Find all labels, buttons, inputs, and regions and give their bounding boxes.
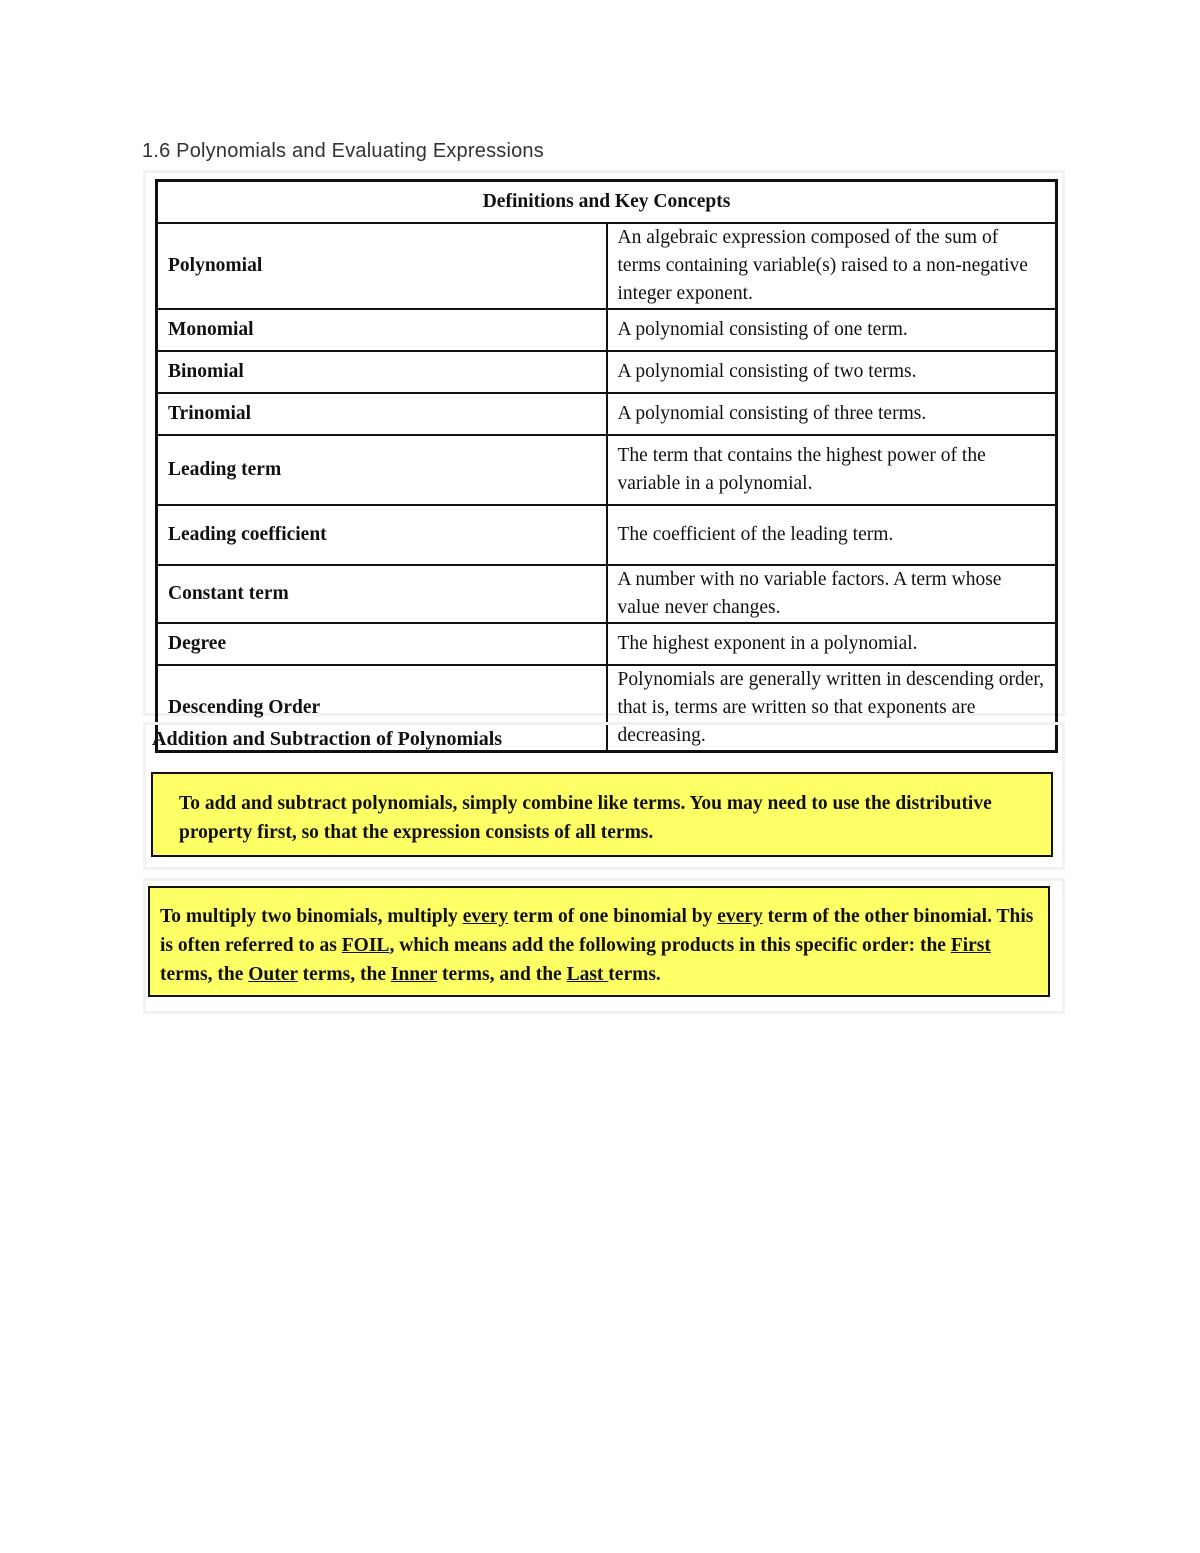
note-text: To multiply two binomials, multiply xyxy=(160,906,463,927)
term-cell: Polynomial xyxy=(157,223,607,309)
note-text: term of one binomial by xyxy=(508,906,718,927)
term-cell: Degree xyxy=(157,623,607,665)
definition-cell: The coefficient of the leading term. xyxy=(607,505,1057,565)
note-text: terms. xyxy=(608,964,661,985)
underlined-word: Inner xyxy=(390,964,438,985)
table-header-row xyxy=(157,181,1057,224)
definition-cell: Polynomials are generally written in descending order, that is, terms are written so that exponents are decreasing. xyxy=(607,665,1057,752)
table-row xyxy=(157,223,1057,309)
underlined-word: every xyxy=(462,906,509,927)
addition-note: To add and subtract polynomials, simply combine like terms. You may need to use the distributive property first, so that the expression consists of all terms. xyxy=(151,772,1053,857)
table-row xyxy=(157,393,1057,435)
definition-cell: A polynomial consisting of one term. xyxy=(607,309,1057,351)
note-text: term of the other binomial. This is often referred to as xyxy=(160,906,1034,956)
term-cell: Trinomial xyxy=(157,393,607,435)
underlined-word: Outer xyxy=(248,964,298,985)
definition-cell: The highest exponent in a polynomial. xyxy=(607,623,1057,665)
term-cell: Descending Order xyxy=(157,665,607,752)
table-row xyxy=(157,435,1057,505)
note-text: terms, and the xyxy=(437,964,567,985)
page-title: 1.6 Polynomials and Evaluating Expressions xyxy=(142,140,544,162)
term-cell: Monomial xyxy=(157,309,607,351)
note-text: , which means add the following products in this specific order: the xyxy=(389,935,951,956)
definitions-table xyxy=(155,179,1058,753)
term-cell: Leading coefficient xyxy=(157,505,607,565)
definition-cell: The term that contains the highest power of the variable in a polynomial. xyxy=(607,435,1057,505)
underlined-word: Last xyxy=(566,964,609,985)
definition-cell: A polynomial consisting of two terms. xyxy=(607,351,1057,393)
underlined-word: every xyxy=(717,906,763,927)
table-row xyxy=(157,565,1057,623)
table-row xyxy=(157,505,1057,565)
note-text: terms, the xyxy=(160,964,249,985)
note-text: terms, the xyxy=(297,964,391,985)
underlined-word: FOIL xyxy=(341,935,390,956)
table-row xyxy=(157,351,1057,393)
table-row xyxy=(157,623,1057,665)
definition-cell: A polynomial consisting of three terms. xyxy=(607,393,1057,435)
table-header: Definitions and Key Concepts xyxy=(157,181,1057,224)
table-row xyxy=(157,309,1057,351)
underlined-word: First xyxy=(950,935,991,956)
definition-cell: A number with no variable factors. A term whose value never changes. xyxy=(607,565,1057,623)
definition-cell: An algebraic expression composed of the sum of terms containing variable(s) raised to a non-negative integer exponent. xyxy=(607,223,1057,309)
multiplication-note xyxy=(148,886,1050,997)
addition-heading: Addition and Subtraction of Polynomials xyxy=(152,728,503,750)
term-cell: Constant term xyxy=(157,565,607,623)
term-cell: Binomial xyxy=(157,351,607,393)
term-cell: Leading term xyxy=(157,435,607,505)
